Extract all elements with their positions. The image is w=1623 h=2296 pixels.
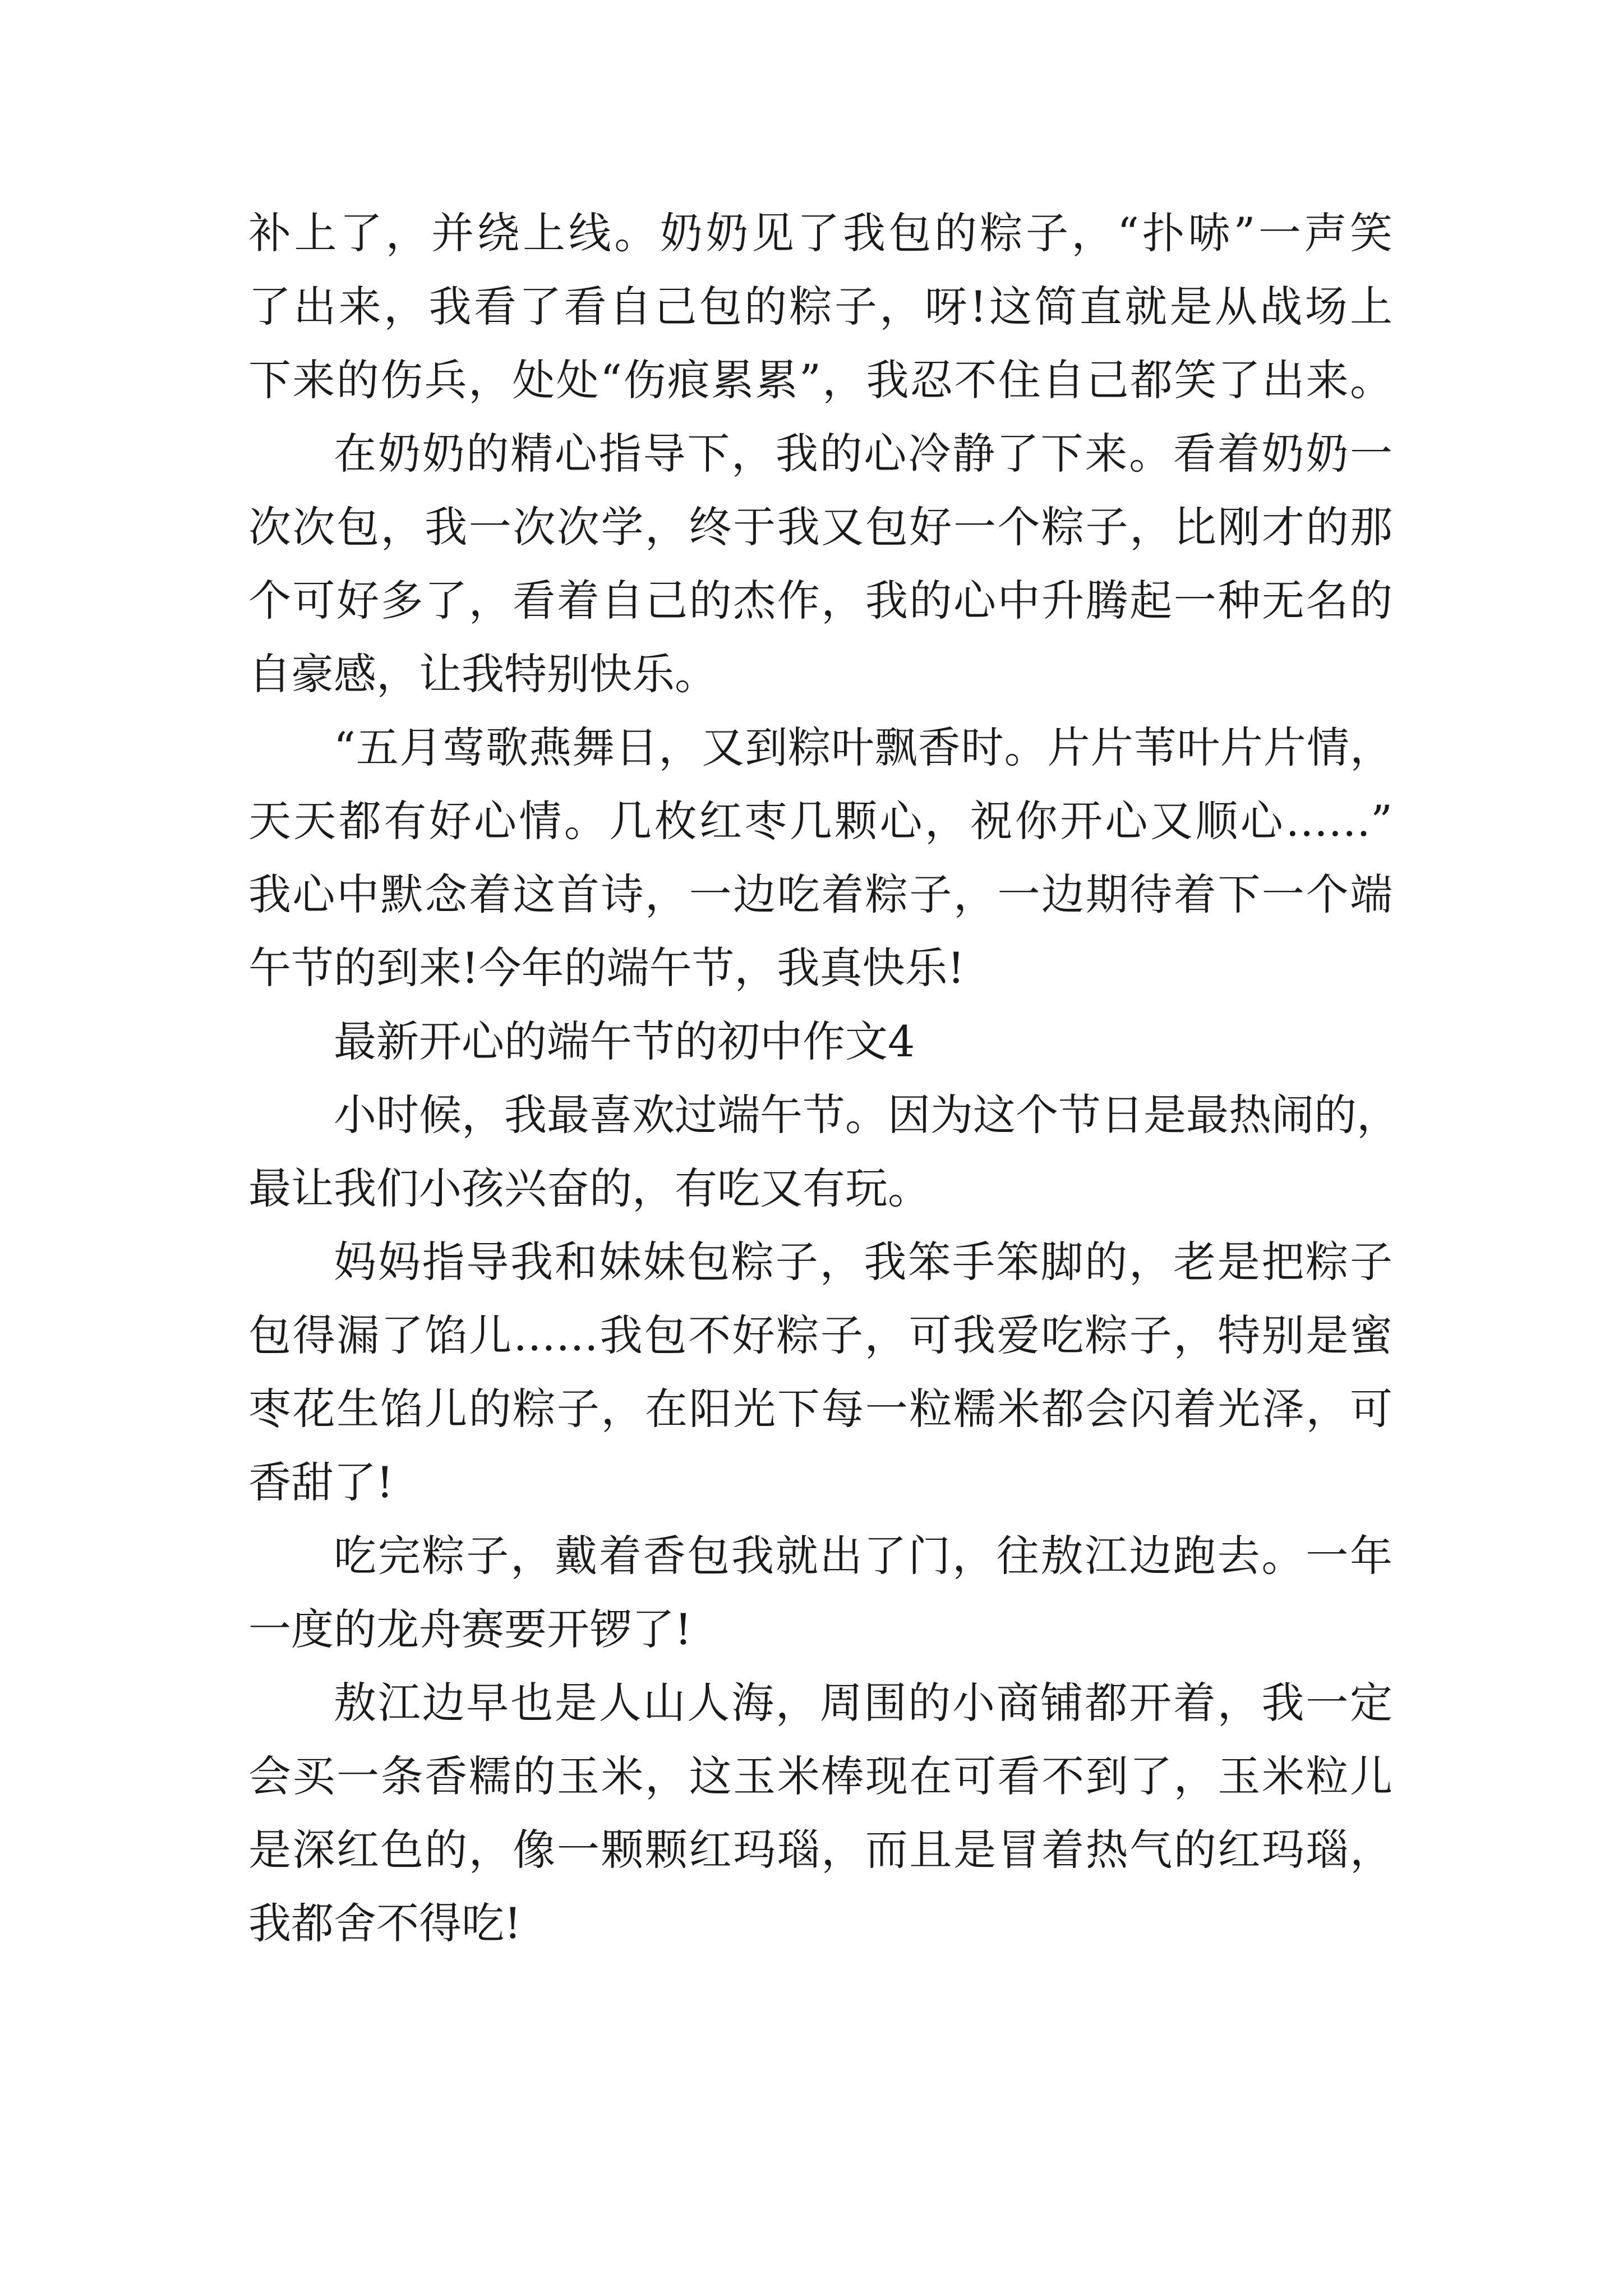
- text-line: 了出来，我看了看自己包的粽子，呀!这简直就是从战场上: [248, 282, 1393, 332]
- text-line: 午节的到来!今年的端午节，我真快乐!: [248, 943, 965, 993]
- paragraph-first-line: 小时候，我最喜欢过端午节。因为这个节日是最热闹的，: [334, 1090, 1399, 1140]
- paragraph-first-line: 敖江边早也是人山人海，周围的小商铺都开着，我一定: [334, 1678, 1393, 1728]
- section-heading: 最新开心的端午节的初中作文4: [334, 1016, 915, 1066]
- paragraph-first-line: 妈妈指导我和妹妹包粽子，我笨手笨脚的，老是把粽子: [334, 1237, 1393, 1287]
- text-line: 下来的伤兵，处处“伤痕累累”，我忍不住自己都笑了出来。: [248, 355, 1393, 405]
- text-line: 补上了，并绕上线。奶奶见了我包的粽子，“扑哧”一声笑: [248, 208, 1393, 258]
- text-line: 包得漏了馅儿……我包不好粽子，可我爱吃粽子，特别是蜜: [248, 1310, 1393, 1360]
- text-line: 次次包，我一次次学，终于我又包好一个粽子，比刚才的那: [248, 502, 1393, 552]
- text-line: 枣花生馅儿的粽子，在阳光下每一粒糯米都会闪着光泽，可: [248, 1384, 1393, 1434]
- paragraph-first-line: 吃完粽子，戴着香包我就出了门，往敖江边跑去。一年: [334, 1531, 1393, 1581]
- text-line: 我心中默念着这首诗，一边吃着粽子，一边期待着下一个端: [248, 869, 1393, 919]
- text-line: 会买一条香糯的玉米，这玉米棒现在可看不到了，玉米粒儿: [248, 1751, 1393, 1801]
- text-line: 个可好多了，看着自己的杰作，我的心中升腾起一种无名的: [248, 576, 1393, 625]
- paragraph-first-line: 在奶奶的精心指导下，我的心冷静了下来。看着奶奶一: [334, 429, 1393, 478]
- document-body: [248, 196, 1399, 1960]
- text-line: 天天都有好心情。几枚红枣几颗心，祝你开心又顺心……”: [248, 796, 1393, 846]
- text-line: 是深红色的，像一颗颗红玛瑙，而且是冒着热气的红玛瑙，: [248, 1825, 1393, 1875]
- text-line: 香甜了!: [248, 1457, 394, 1507]
- paragraph-first-line: “五月莺歌燕舞日，又到粽叶飘香时。片片苇叶片片情，: [334, 723, 1393, 772]
- text-line: 我都舍不得吃!: [248, 1898, 522, 1948]
- text-line: 一度的龙舟赛要开锣了!: [248, 1604, 692, 1654]
- text-line: 自豪感，让我特别快乐。: [248, 649, 717, 699]
- text-line: 最让我们小孩兴奋的，有吃又有玩。: [248, 1163, 930, 1213]
